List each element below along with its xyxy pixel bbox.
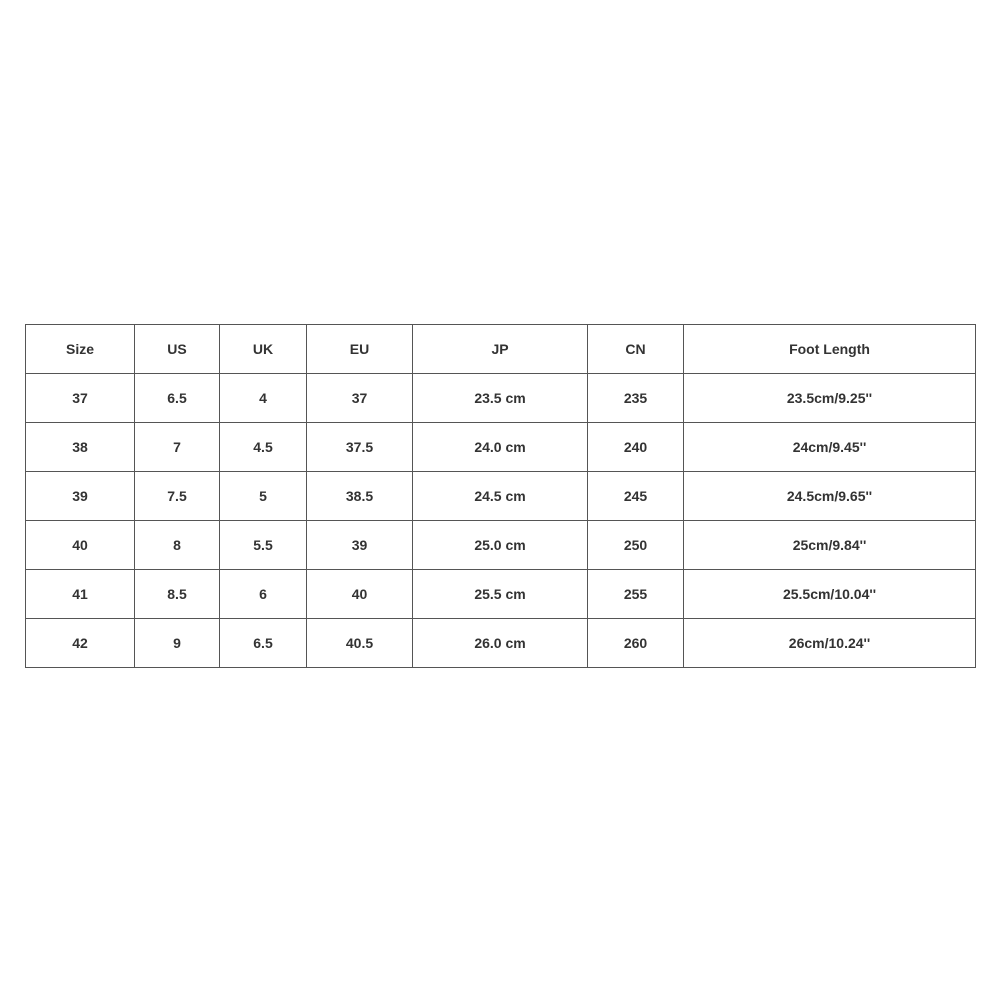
header-us: US bbox=[135, 325, 220, 374]
cell-jp: 24.5 cm bbox=[413, 472, 588, 521]
cell-uk: 5 bbox=[220, 472, 307, 521]
cell-eu: 39 bbox=[307, 521, 413, 570]
header-eu: EU bbox=[307, 325, 413, 374]
cell-cn: 235 bbox=[588, 374, 684, 423]
cell-eu: 38.5 bbox=[307, 472, 413, 521]
cell-size: 42 bbox=[26, 619, 135, 668]
cell-us: 8.5 bbox=[135, 570, 220, 619]
header-uk: UK bbox=[220, 325, 307, 374]
cell-size: 38 bbox=[26, 423, 135, 472]
cell-uk: 6 bbox=[220, 570, 307, 619]
header-cn: CN bbox=[588, 325, 684, 374]
cell-eu: 37.5 bbox=[307, 423, 413, 472]
cell-foot-length: 24cm/9.45'' bbox=[684, 423, 976, 472]
cell-jp: 25.5 cm bbox=[413, 570, 588, 619]
table-row bbox=[26, 374, 976, 423]
cell-jp: 26.0 cm bbox=[413, 619, 588, 668]
cell-size: 40 bbox=[26, 521, 135, 570]
cell-jp: 23.5 cm bbox=[413, 374, 588, 423]
table-row bbox=[26, 570, 976, 619]
cell-foot-length: 25cm/9.84'' bbox=[684, 521, 976, 570]
cell-us: 8 bbox=[135, 521, 220, 570]
cell-cn: 245 bbox=[588, 472, 684, 521]
header-foot-length: Foot Length bbox=[684, 325, 976, 374]
cell-foot-length: 26cm/10.24'' bbox=[684, 619, 976, 668]
cell-size: 37 bbox=[26, 374, 135, 423]
cell-size: 39 bbox=[26, 472, 135, 521]
cell-cn: 255 bbox=[588, 570, 684, 619]
cell-jp: 25.0 cm bbox=[413, 521, 588, 570]
table-row bbox=[26, 521, 976, 570]
cell-us: 9 bbox=[135, 619, 220, 668]
cell-foot-length: 24.5cm/9.65'' bbox=[684, 472, 976, 521]
size-chart-table bbox=[25, 324, 976, 668]
cell-eu: 40 bbox=[307, 570, 413, 619]
cell-us: 7 bbox=[135, 423, 220, 472]
table-row bbox=[26, 423, 976, 472]
table-row bbox=[26, 619, 976, 668]
cell-us: 7.5 bbox=[135, 472, 220, 521]
size-chart-body bbox=[26, 374, 976, 668]
header-size: Size bbox=[26, 325, 135, 374]
cell-uk: 5.5 bbox=[220, 521, 307, 570]
header-row bbox=[26, 325, 976, 374]
cell-foot-length: 23.5cm/9.25'' bbox=[684, 374, 976, 423]
table-row bbox=[26, 472, 976, 521]
cell-jp: 24.0 cm bbox=[413, 423, 588, 472]
cell-uk: 4.5 bbox=[220, 423, 307, 472]
cell-eu: 40.5 bbox=[307, 619, 413, 668]
cell-foot-length: 25.5cm/10.04'' bbox=[684, 570, 976, 619]
cell-cn: 260 bbox=[588, 619, 684, 668]
cell-us: 6.5 bbox=[135, 374, 220, 423]
cell-eu: 37 bbox=[307, 374, 413, 423]
cell-uk: 4 bbox=[220, 374, 307, 423]
cell-cn: 250 bbox=[588, 521, 684, 570]
cell-cn: 240 bbox=[588, 423, 684, 472]
cell-uk: 6.5 bbox=[220, 619, 307, 668]
header-jp: JP bbox=[413, 325, 588, 374]
size-chart-header bbox=[26, 325, 976, 374]
cell-size: 41 bbox=[26, 570, 135, 619]
